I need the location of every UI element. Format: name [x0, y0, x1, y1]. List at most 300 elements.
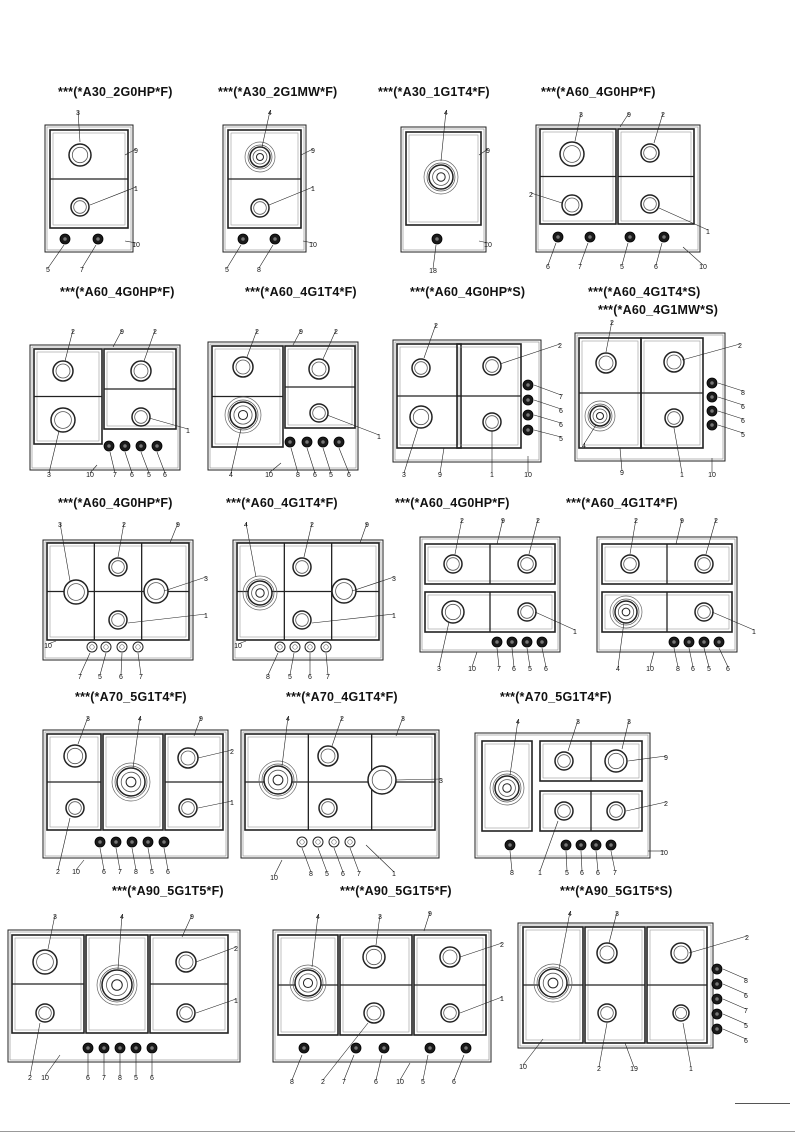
callout-label: 9 — [680, 518, 684, 525]
callout-label: 1 — [392, 613, 396, 620]
leader-line — [307, 448, 315, 473]
knob-center — [510, 640, 514, 644]
leader-line — [625, 1043, 634, 1067]
knob-center — [579, 843, 583, 847]
leader-line — [312, 614, 394, 623]
callout-label: 9 — [501, 518, 505, 525]
knob-center — [672, 640, 676, 644]
callout-label: 1 — [752, 629, 756, 636]
callout-label: 3 — [47, 472, 51, 479]
callout-label: 10 — [86, 472, 94, 479]
knob-center — [382, 1046, 386, 1050]
leader-line — [133, 717, 140, 768]
callout-label: 3 — [402, 472, 406, 479]
model-title: ***(*A60_4G1MW*S) — [598, 303, 719, 317]
callout-label: 1 — [500, 996, 504, 1003]
knob-center — [302, 1046, 306, 1050]
callout-label: 2 — [597, 1066, 601, 1073]
callout-label: 10 — [72, 869, 80, 876]
leader-line — [376, 1055, 382, 1080]
leader-line — [620, 448, 622, 471]
leader-line — [116, 848, 120, 870]
knob-center — [710, 395, 714, 399]
leader-line — [198, 750, 232, 758]
knob-center — [241, 237, 245, 241]
callout-label: 9 — [190, 914, 194, 921]
knob-center — [526, 398, 530, 402]
callout-label: 5 — [559, 436, 563, 443]
callout-label: 2 — [28, 1075, 32, 1082]
callout-label: 7 — [78, 674, 82, 680]
callout-label: 10 — [41, 1075, 49, 1082]
hob-diagram — [38, 710, 248, 880]
callout-label: 9 — [176, 522, 180, 529]
callout-label: 2 — [745, 935, 749, 942]
model-title: ***(*A60_4G1T4*F) — [226, 496, 338, 510]
leader-line — [318, 848, 327, 872]
leader-line — [719, 648, 728, 667]
callout-label: 6 — [341, 871, 345, 878]
callout-label: 5 — [46, 267, 50, 274]
callout-label: 10 — [708, 472, 716, 479]
callout-label: 6 — [726, 666, 730, 673]
leader-line — [712, 612, 754, 630]
leader-line — [674, 648, 678, 667]
callout-label: 5 — [741, 432, 745, 439]
leader-line — [48, 245, 64, 268]
leader-line — [542, 648, 546, 667]
callout-label: 9 — [627, 112, 631, 119]
callout-label: 4 — [229, 472, 233, 479]
callout-label: 10 — [234, 643, 242, 650]
callout-label: 2 — [234, 946, 238, 953]
leader-line — [559, 912, 570, 969]
knob-center — [428, 1046, 432, 1050]
callout-label: 2 — [738, 343, 742, 350]
model-title: ***(*A60_4G1T4*S) — [588, 285, 701, 299]
callout-label: 2 — [661, 112, 665, 119]
leader-line — [527, 648, 530, 667]
model-title: ***(*A90_5G1T5*F) — [340, 884, 452, 898]
callout-label: 10 — [484, 242, 492, 249]
hob-diagram — [393, 105, 503, 275]
callout-label: 9 — [299, 329, 303, 336]
callout-label: 7 — [497, 666, 501, 673]
knob-center — [710, 409, 714, 413]
leader-line — [454, 1055, 464, 1080]
control-knob — [133, 642, 143, 652]
callout-label: 10 — [660, 850, 668, 857]
knob-center — [526, 383, 530, 387]
knob-center — [288, 440, 292, 444]
callout-label: 3 — [401, 716, 405, 723]
callout-label: 2 — [536, 518, 540, 525]
leader-line — [121, 653, 122, 675]
knob-center — [594, 843, 598, 847]
callout-label: 4 — [516, 719, 520, 726]
callout-label: 8 — [134, 869, 138, 876]
knob-center — [354, 1046, 358, 1050]
model-title: ***(*A60_4G0HP*F) — [60, 285, 175, 299]
callout-label: 6 — [546, 264, 550, 271]
knob-center — [495, 640, 499, 644]
leader-line — [718, 425, 743, 433]
model-title: ***(*A30_2G1MW*F) — [218, 85, 338, 99]
leader-line — [566, 851, 567, 871]
callout-label: 4 — [268, 110, 272, 117]
leader-line — [334, 848, 343, 872]
callout-label: 1 — [377, 434, 381, 441]
knob-center — [717, 640, 721, 644]
callout-label: 3 — [439, 778, 443, 785]
callout-label: 7 — [342, 1079, 346, 1085]
hob-diagram — [0, 905, 265, 1085]
leader-line — [344, 1055, 354, 1080]
knob-center — [118, 1046, 122, 1050]
knob-center — [715, 997, 719, 1001]
footer-line — [735, 1103, 790, 1104]
leader-line — [227, 245, 241, 268]
leader-line — [472, 652, 477, 667]
callout-label: 6 — [150, 1075, 154, 1082]
callout-label: 7 — [559, 394, 563, 401]
callout-label: 6 — [347, 472, 351, 479]
callout-label: 1 — [538, 870, 542, 877]
hob-diagram — [40, 105, 150, 275]
knob-center — [63, 237, 67, 241]
leader-line — [581, 851, 582, 871]
leader-line — [404, 428, 418, 473]
hob-diagram — [203, 325, 383, 485]
leader-line — [148, 848, 152, 870]
callout-label: 10 — [468, 666, 476, 673]
leader-line — [100, 653, 106, 675]
leader-line — [534, 430, 561, 437]
knob-center — [98, 840, 102, 844]
leader-line — [659, 208, 708, 230]
knob-center — [273, 237, 277, 241]
control-knob — [275, 642, 285, 652]
callout-label: 10 — [519, 1064, 527, 1071]
knob-center — [150, 1046, 154, 1050]
callout-label: 5 — [744, 1023, 748, 1030]
leader-line — [433, 245, 436, 269]
knob-center — [102, 1046, 106, 1050]
callout-label: 4 — [120, 914, 124, 921]
leader-line — [118, 915, 122, 969]
callout-label: 6 — [744, 993, 748, 1000]
leader-line — [497, 648, 499, 667]
callout-label: 5 — [147, 472, 151, 479]
knob-center — [321, 440, 325, 444]
callout-label: 2 — [529, 192, 533, 199]
hob-diagram — [570, 318, 765, 483]
leader-line — [534, 400, 561, 409]
knob-center — [525, 640, 529, 644]
leader-line — [674, 428, 682, 473]
leader-line — [198, 801, 232, 808]
callout-label: 6 — [744, 1038, 748, 1045]
leader-line — [441, 111, 446, 161]
callout-label: 1 — [230, 800, 234, 807]
model-title: ***(*A60_4G0HP*S) — [410, 285, 526, 299]
knob-center — [162, 840, 166, 844]
leader-line — [682, 344, 740, 360]
callout-label: 6 — [130, 472, 134, 479]
model-title: ***(*A30_1G1T4*F) — [378, 85, 490, 99]
callout-label: 8 — [266, 674, 270, 680]
callout-label: 6 — [741, 418, 745, 425]
callout-label: 2 — [610, 320, 614, 327]
hob-inner-edge — [577, 335, 723, 459]
callout-label: 6 — [544, 666, 548, 673]
leader-line — [45, 1055, 60, 1076]
knob-center — [96, 237, 100, 241]
leader-line — [291, 448, 298, 473]
callout-label: 9 — [311, 148, 315, 155]
callout-label: 18 — [429, 268, 437, 275]
leader-line — [164, 577, 206, 591]
hob-inner-edge — [243, 732, 437, 856]
leader-line — [704, 648, 709, 667]
callout-label: 8 — [309, 871, 313, 878]
callout-label: 2 — [634, 518, 638, 525]
callout-label: 8 — [290, 1079, 294, 1085]
leader-line — [196, 999, 236, 1013]
hob-diagram — [268, 905, 513, 1085]
hob-diagram — [236, 710, 451, 880]
knob-center — [628, 235, 632, 239]
knob-center — [526, 428, 530, 432]
model-title: ***(*A60_4G0HP*F) — [541, 85, 656, 99]
leader-line — [323, 448, 331, 473]
leader-line — [718, 383, 743, 391]
leader-line — [460, 997, 502, 1013]
callout-label: 3 — [86, 716, 90, 723]
page-bottom-rule — [0, 1131, 795, 1132]
hob-diagram — [415, 512, 590, 677]
callout-label: 10 — [132, 242, 140, 249]
callout-label: 1 — [490, 472, 494, 479]
callout-label: 9 — [486, 148, 490, 155]
callout-label: 5 — [528, 666, 532, 673]
callout-label: 1 — [234, 998, 238, 1005]
model-title: ***(*A60_4G0HP*F) — [395, 496, 510, 510]
hob-outline — [45, 125, 133, 252]
leader-line — [723, 984, 746, 994]
callout-label: 1 — [392, 871, 396, 878]
knob-center — [710, 381, 714, 385]
leader-line — [100, 848, 104, 870]
leader-line — [292, 1055, 302, 1080]
hob-outline — [223, 125, 306, 252]
callout-label: 2 — [310, 522, 314, 529]
callout-label: 7 — [744, 1008, 748, 1015]
callout-label: 10 — [396, 1079, 404, 1085]
leader-line — [718, 411, 743, 419]
leader-line — [231, 429, 241, 473]
callout-label: 10 — [699, 264, 707, 271]
callout-label: 8 — [676, 666, 680, 673]
control-knob — [117, 642, 127, 652]
control-knob — [313, 837, 323, 847]
callout-label: 4 — [286, 716, 290, 723]
callout-label: 4 — [568, 911, 572, 918]
leader-line — [60, 523, 70, 581]
leader-line — [510, 720, 518, 775]
callout-label: 2 — [153, 329, 157, 336]
callout-label: 7 — [113, 472, 117, 479]
leader-line — [80, 653, 90, 675]
leader-line — [611, 851, 615, 871]
knob-center — [123, 444, 127, 448]
callout-label: 7 — [326, 674, 330, 680]
callout-label: 6 — [580, 870, 584, 877]
leader-line — [350, 848, 359, 872]
callout-label: 3 — [76, 110, 80, 117]
callout-label: 4 — [444, 110, 448, 117]
callout-label: 8 — [118, 1075, 122, 1082]
leader-line — [58, 818, 70, 870]
callout-label: 5 — [707, 666, 711, 673]
callout-label: 7 — [102, 1075, 106, 1082]
callout-label: 5 — [150, 869, 154, 876]
callout-label: 7 — [118, 869, 122, 876]
callout-label: 3 — [378, 914, 382, 921]
leader-line — [534, 385, 561, 395]
callout-label: 9 — [120, 329, 124, 336]
callout-label: 8 — [741, 390, 745, 397]
callout-label: 1 — [204, 613, 208, 620]
leader-line — [723, 1029, 746, 1039]
callout-label: 1 — [680, 472, 684, 479]
hob-outline — [393, 340, 541, 462]
knob-center — [702, 640, 706, 644]
model-title: ***(*A90_5G1T5*S) — [560, 884, 673, 898]
callout-label: 9 — [134, 148, 138, 155]
callout-label: 10 — [309, 242, 317, 249]
callout-label: 6 — [559, 408, 563, 415]
callout-label: 5 — [288, 674, 292, 680]
control-knob — [290, 642, 300, 652]
knob-center — [556, 235, 560, 239]
callout-label: 3 — [615, 911, 619, 918]
knob-center — [464, 1046, 468, 1050]
leader-line — [282, 717, 288, 766]
knob-center — [662, 235, 666, 239]
callout-label: 2 — [321, 1079, 325, 1085]
model-title: ***(*A60_4G1T4*F) — [245, 285, 357, 299]
callout-label: 10 — [646, 666, 654, 673]
callout-label: 7 — [357, 871, 361, 878]
callout-label: 9 — [664, 755, 668, 762]
leader-line — [128, 614, 206, 623]
callout-label: 10 — [524, 472, 532, 479]
knob-center — [86, 1046, 90, 1050]
callout-label: 7 — [80, 267, 84, 274]
callout-label: 4 — [244, 522, 248, 529]
leader-line — [138, 653, 141, 675]
callout-label: 4 — [582, 443, 586, 450]
callout-label: 3 — [627, 719, 631, 726]
callout-label: 2 — [714, 518, 718, 525]
callout-label: 6 — [102, 869, 106, 876]
leader-line — [423, 1055, 428, 1080]
callout-label: 10 — [265, 472, 273, 479]
knob-center — [687, 640, 691, 644]
callout-label: 5 — [325, 871, 329, 878]
callout-label: 6 — [691, 666, 695, 673]
callout-label: 8 — [744, 978, 748, 985]
leader-line — [510, 851, 512, 871]
leader-line — [718, 397, 743, 405]
leader-line — [259, 245, 273, 268]
callout-label: 7 — [139, 674, 143, 680]
leader-line — [689, 648, 693, 667]
callout-label: 3 — [53, 914, 57, 921]
leader-line — [274, 860, 282, 876]
leader-line — [90, 187, 136, 205]
callout-label: 1 — [706, 229, 710, 236]
callout-label: 2 — [255, 329, 259, 336]
callout-label: 3 — [58, 522, 62, 529]
callout-label: 5 — [225, 267, 229, 274]
callout-label: 5 — [134, 1075, 138, 1082]
callout-label: 2 — [334, 329, 338, 336]
leader-line — [326, 653, 328, 675]
callout-label: 5 — [421, 1079, 425, 1085]
leader-line — [246, 523, 256, 577]
callout-label: 3 — [437, 666, 441, 673]
callout-label: 1 — [134, 186, 138, 193]
leader-line — [323, 1023, 368, 1080]
callout-label: 3 — [204, 576, 208, 583]
hob-diagram — [38, 515, 218, 680]
hob-diagram — [528, 105, 718, 275]
callout-label: 6 — [313, 472, 317, 479]
callout-label: 3 — [392, 576, 396, 583]
knob-center — [130, 840, 134, 844]
leader-line — [723, 1014, 746, 1024]
callout-label: 7 — [613, 870, 617, 877]
callout-label: 4 — [138, 716, 142, 723]
leader-line — [339, 448, 349, 473]
callout-label: 8 — [257, 267, 261, 274]
callout-label: 2 — [122, 522, 126, 529]
leader-line — [540, 821, 558, 871]
knob-center — [715, 1027, 719, 1031]
callout-label: 6 — [119, 674, 123, 680]
callout-label: 19 — [630, 1066, 638, 1073]
knob-center — [107, 444, 111, 448]
leader-line — [723, 999, 746, 1009]
callout-label: 4 — [616, 666, 620, 673]
leader-line — [312, 915, 318, 967]
control-knob — [101, 642, 111, 652]
callout-label: 6 — [559, 422, 563, 429]
hob-diagram — [388, 318, 573, 483]
model-title: ***(*A90_5G1T5*F) — [112, 884, 224, 898]
callout-label: 9 — [199, 716, 203, 723]
control-knob — [345, 837, 355, 847]
leader-line — [149, 418, 188, 429]
knob-center — [588, 235, 592, 239]
leader-line — [723, 969, 746, 979]
callout-label: 10 — [44, 643, 52, 650]
callout-label: 6 — [166, 869, 170, 876]
leader-line — [656, 243, 662, 265]
leader-line — [596, 851, 598, 871]
